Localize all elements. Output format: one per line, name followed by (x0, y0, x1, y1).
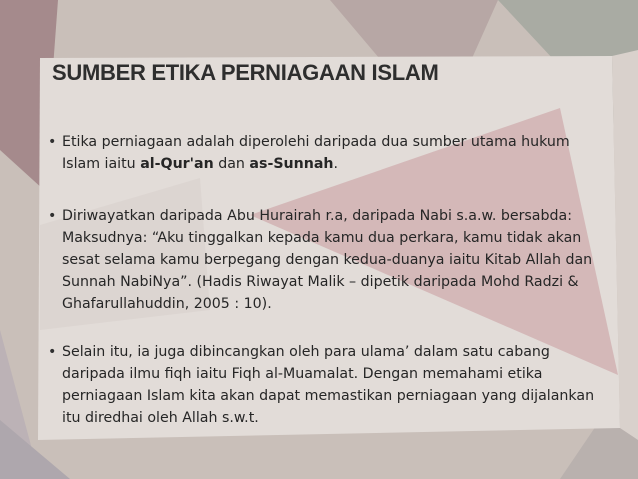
bullet-text: Diriwayatkan daripada Abu Hurairah r.a, daripada Nabi s.a.w. bersabda: Maksudnya: “Aku tinggalkan kepada kamu dua perkara, kamu tidak akan sesat selama kamu berpegang dengan kedua-duanya iaitu Kitab Allah dan Sunnah NabiNya”. (Hadis Riwayat Malik – dipetik daripada Mohd Radzi & Ghafarullahuddin, 2005 : 10). (62, 208, 593, 312)
bullet-text: Etika perniagaan adalah diperolehi daripada dua sumber utama hukum Islam iaitu al-Qur'an dan as-Sunnah. (62, 134, 570, 172)
bullet-marker: • (48, 344, 57, 360)
bullet-item-sources (48, 131, 608, 175)
bullet-text: Selain itu, ia juga dibincangkan oleh para ulama’ dalam satu cabang daripada ilmu fiqh iaitu Fiqh al-Muamalat. Dengan memahami etika perniagaan Islam kita akan dapat memastikan perniagaan yang dijalankan itu diredhai oleh Allah s.w.t. (62, 344, 595, 426)
slide-title: SUMBER ETIKA PERNIAGAAN ISLAM (52, 60, 439, 85)
bullet-marker: • (48, 208, 57, 224)
bold-term-quran: al-Qur'an (140, 156, 214, 172)
bullet-item-fiqh (48, 341, 608, 429)
bold-term-sunnah: as-Sunnah (249, 156, 334, 172)
bullet-marker: • (48, 134, 57, 150)
bullet-item-hadith (48, 205, 608, 315)
